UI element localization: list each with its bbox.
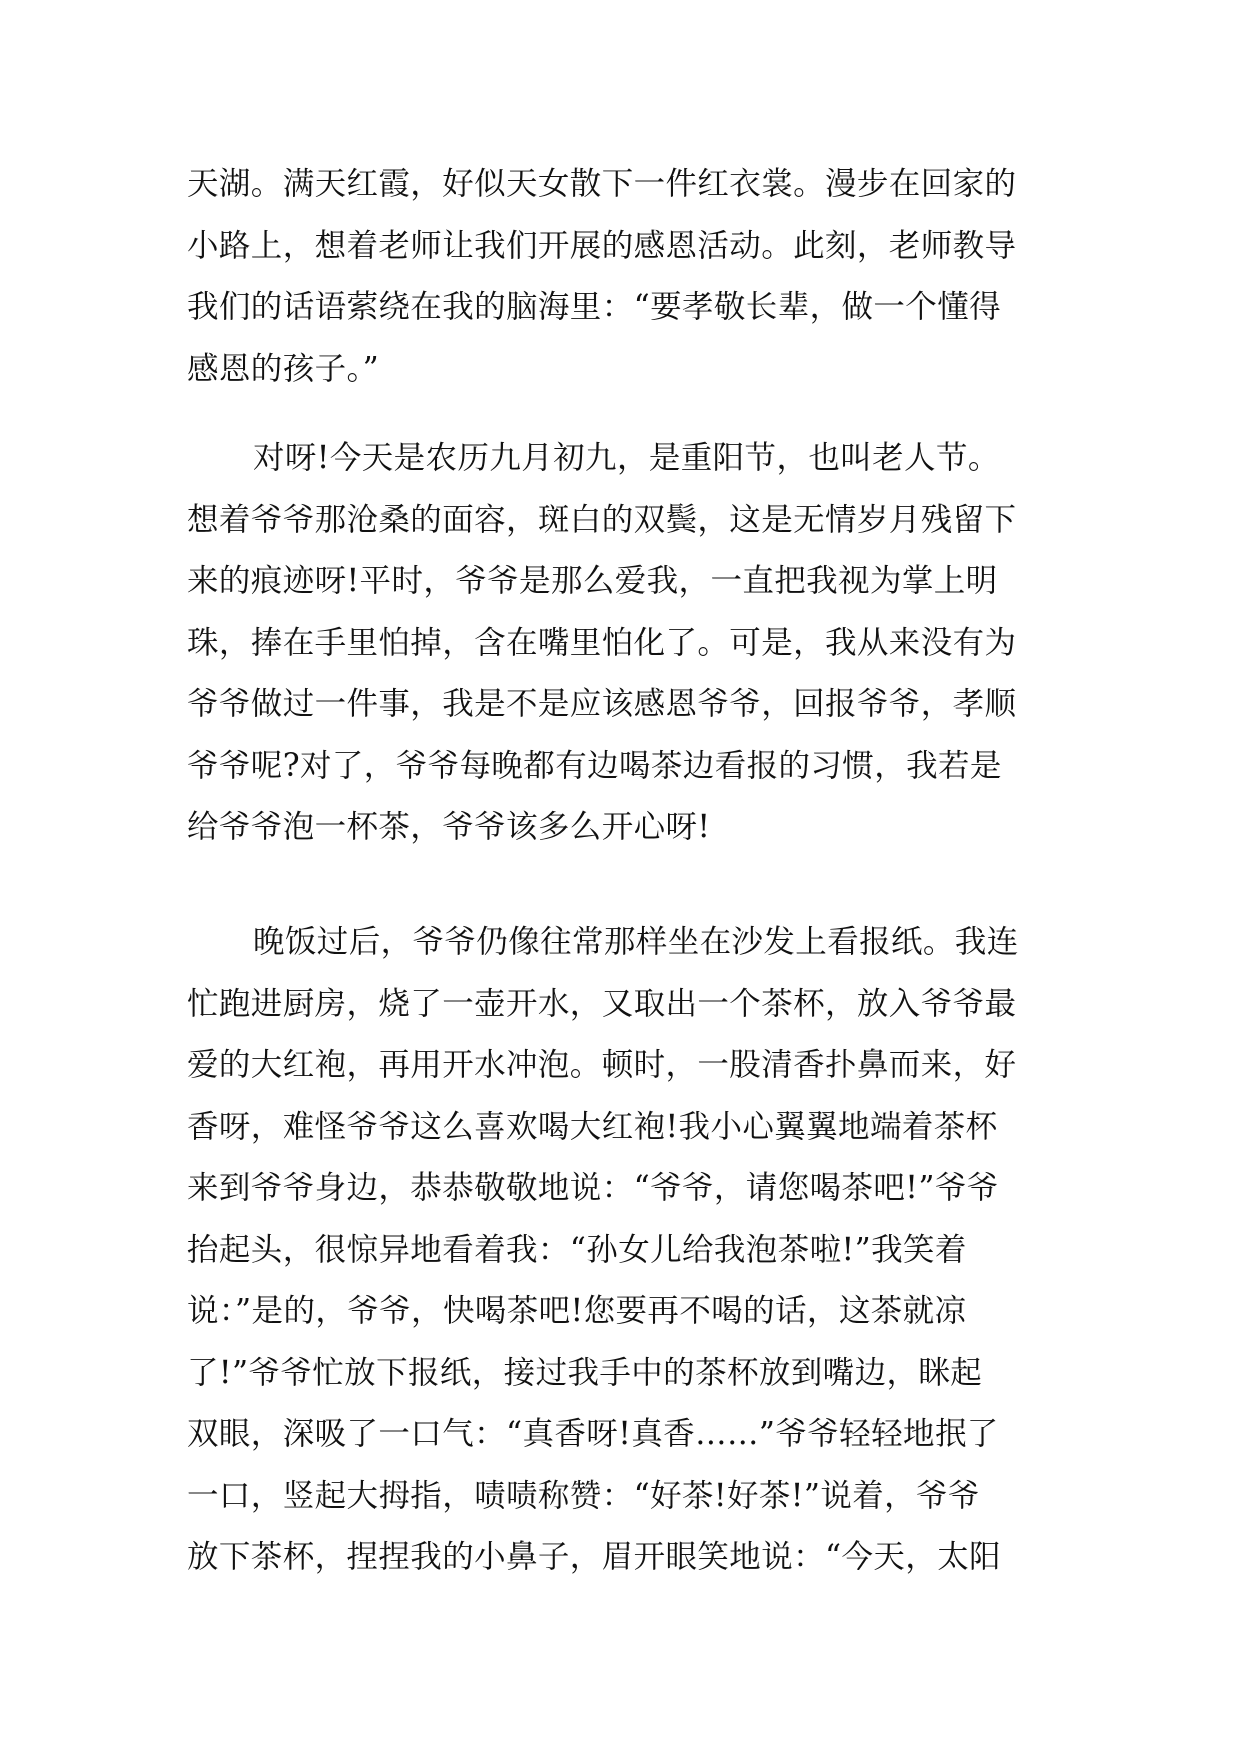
text-line: 我们的话语萦绕在我的脑海里：“要孝敬长辈，做一个懂得 (187, 289, 1002, 325)
text-line: 晚饭过后，爷爷仍像往常那样坐在沙发上看报纸。我连 (253, 924, 1019, 960)
text-line: 给爷爷泡一杯茶，爷爷该多么开心呀! (187, 809, 711, 845)
text-line: 一口，竖起大拇指，啧啧称赞：“好茶!好茶!”说着，爷爷 (187, 1477, 980, 1514)
text-line: 香呀，难怪爷爷这么喜欢喝大红袍!我小心翼翼地端着茶杯 (187, 1108, 998, 1145)
text-line: 想着爷爷那沧桑的面容，斑白的双鬓，这是无情岁月残留下 (187, 501, 1017, 538)
text-line: 来的痕迹呀!平时，爷爷是那么爱我，一直把我视为掌上明 (187, 563, 998, 599)
text-line: 感恩的孩子。” (187, 350, 380, 387)
text-line: 爱的大红袍，再用开水冲泡。顿时，一股清香扑鼻而来，好 (187, 1047, 1017, 1083)
text-line: 来到爷爷身边，恭恭敬敬地说：“爷爷，请您喝茶吧!”爷爷 (187, 1170, 999, 1206)
text-line: 说：”是的，爷爷，快喝茶吧!您要再不喝的话，这茶就凉 (187, 1293, 967, 1329)
paragraph-1 (187, 154, 1057, 400)
text-line: 了!”爷爷忙放下报纸，接过我手中的茶杯放到嘴边，眯起 (187, 1354, 983, 1391)
text-line: 双眼，深吸了一口气：“真香呀!真香……”爷爷轻轻地抿了 (187, 1416, 999, 1452)
text-line: 天湖。满天红霞，好似天女散下一件红衣裳。漫步在回家的 (187, 166, 1017, 202)
text-line: 放下茶杯，捏捏我的小鼻子，眉开眼笑地说：“今天，太阳 (187, 1539, 1002, 1575)
text-line: 忙跑进厨房，烧了一壶开水，又取出一个茶杯，放入爷爷最 (187, 985, 1017, 1022)
text-line: 对呀!今天是农历九月初九，是重阳节，也叫老人节。 (253, 440, 1000, 476)
text-line: 珠，捧在手里怕掉，含在嘴里怕化了。可是，我从来没有为 (187, 624, 1017, 661)
paragraph-3 (187, 912, 1057, 1589)
text-line: 抬起头，很惊异地看着我：“孙女儿给我泡茶啦!”我笑着 (187, 1231, 967, 1268)
text-line: 小路上，想着老师让我们开展的感恩活动。此刻，老师教导 (187, 227, 1017, 264)
text-line: 爷爷做过一件事，我是不是应该感恩爷爷，回报爷爷，孝顺 (187, 686, 1017, 722)
text-line: 爷爷呢?对了，爷爷每晚都有边喝茶边看报的习惯，我若是 (187, 747, 1002, 784)
paragraph-2 (187, 428, 1057, 859)
